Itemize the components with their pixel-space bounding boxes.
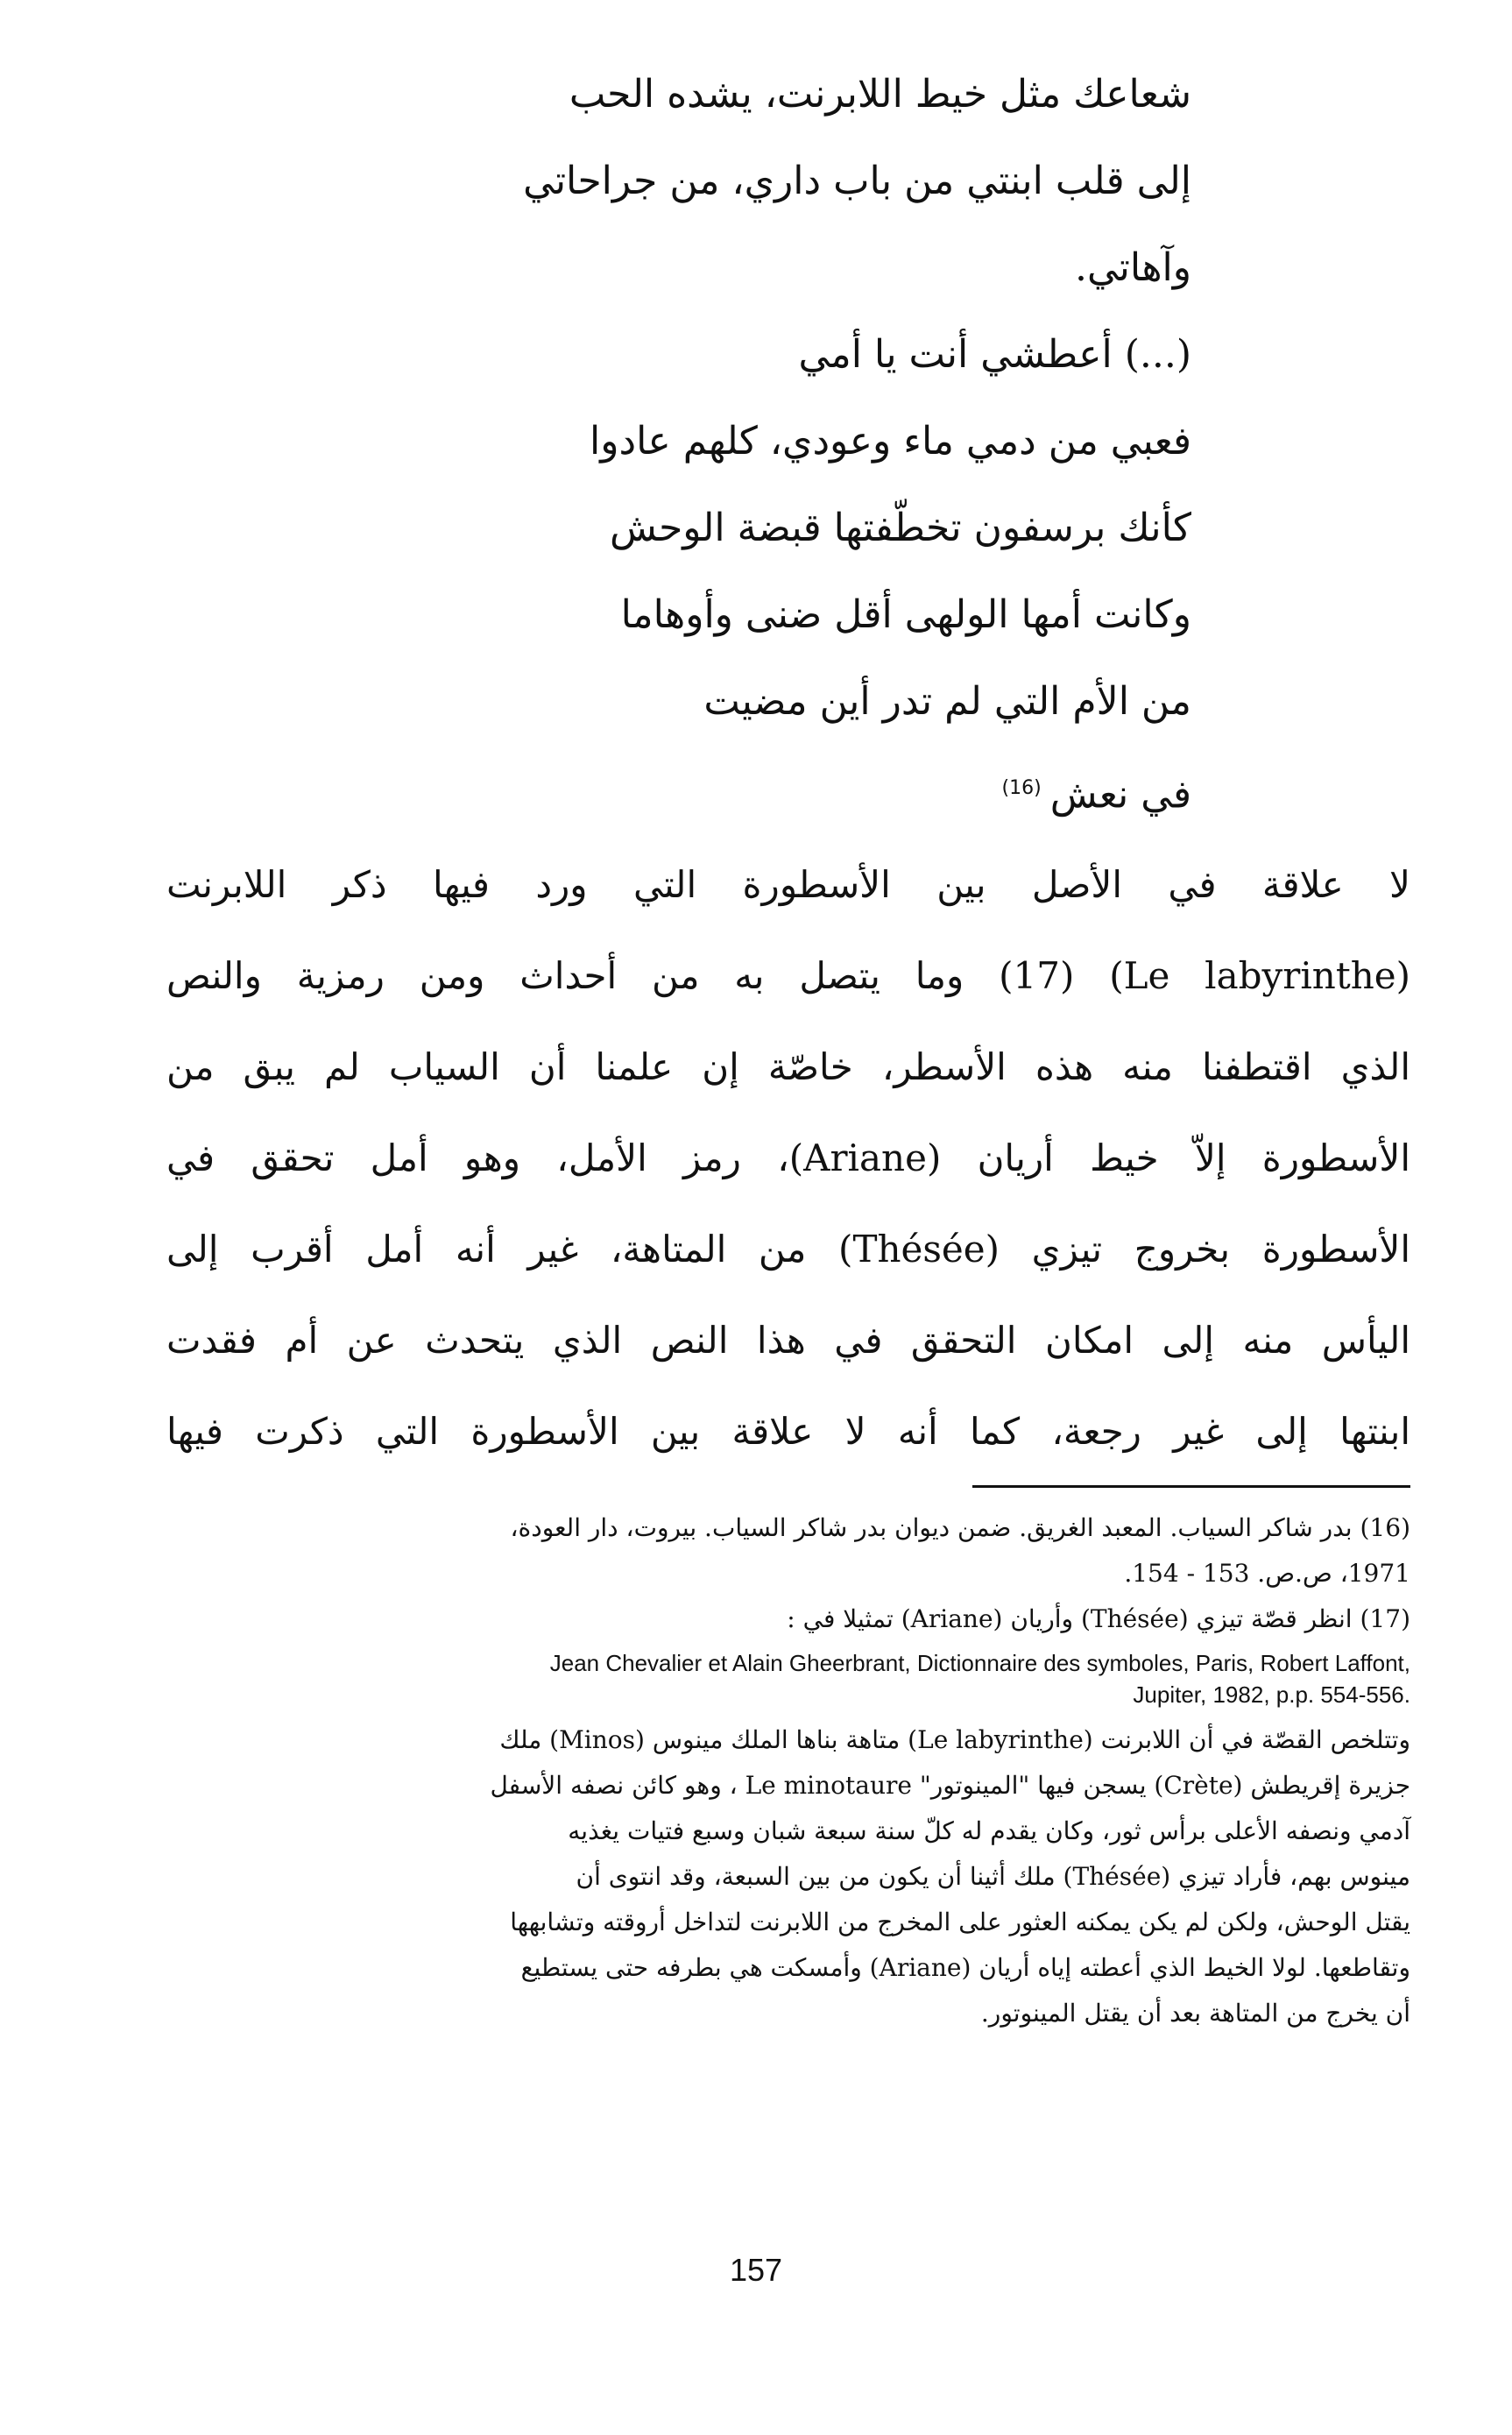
poem-line: وكانت أمها الولهى أقل ضنى وأوهاما (620, 592, 1191, 637)
poem-last-line (403, 745, 1191, 839)
footnote-17 (166, 1596, 1410, 2036)
body-line: لا علاقة في الأصل بين الأسطورة التي ورد فيها ذكر اللابرنت (166, 863, 1410, 906)
reference-line: Jupiter, 1982, p.p. 554-556. (1133, 1681, 1410, 1708)
bibliographic-reference (166, 1647, 1410, 1710)
poem-line: كأنك برسفون تخطّفتها قبضة الوحش (610, 506, 1191, 550)
footnote-line: آدمي ونصفه الأعلى برأس ثور، وكان يقدم له كلّ سنة سبعة شبان وسبع فتيات يغذيه (568, 1816, 1410, 1845)
body-line: (Le labyrinthe) (17) وما يتصل به من أحداث ومن رمزية والنص (166, 954, 1411, 997)
poem-line: وآهاتي. (1075, 245, 1191, 290)
poem-line: إلى قلب ابنتي من باب داري، من جراحاتي (523, 159, 1191, 203)
footnote-line: جزيرة إقريطش (Crète) يسجن فيها "المينوتور" Le minotaure ، وهو كائن نصفه الأسفل (490, 1771, 1410, 1800)
page-number: 157 (729, 2252, 783, 2288)
body-line: اليأس منه إلى امكان التحقق في هذا النص الذي يتحدث عن أم فقدت (166, 1319, 1410, 1362)
footnote-line: (16) بدر شاكر السياب. المعبد الغريق. ضمن ديوان بدر شاكر السياب. بيروت، دار العودة، (510, 1513, 1410, 1542)
footnote-line: مينوس بهم، فأراد تيزي (Thésée) ملك أثينا أن يكون من بين السبعة، وقد انتوى أن (576, 1862, 1410, 1891)
reference-line: Jean Chevalier et Alain Gheerbrant, Dictionnaire des symboles, Paris, Robert Laffont, (549, 1650, 1410, 1676)
footnote-line: 1971، ص.ص. 153 - 154. (1124, 1559, 1410, 1588)
body-paragraph (166, 839, 1410, 1477)
body-line: الأسطورة بخروج تيزي (Thésée) من المتاهة، غير أنه أمل أقرب إلى (166, 1228, 1411, 1271)
body-line: الذي اقتطفنا منه هذه الأسطر، خاصّة إن علمنا أن السياب لم يبق من (166, 1045, 1410, 1088)
poem-line: شعاعك مثل خيط اللابرنت، يشده الحب (569, 72, 1191, 117)
footnote-line: أن يخرج من المتاهة بعد أن يقتل المينوتور. (980, 1999, 1410, 2028)
poem-line: (...) أعطشي أنت يا أمي (798, 332, 1191, 377)
footnote-ref-16: (16) (1001, 777, 1042, 799)
footnote-separator (972, 1485, 1410, 1488)
poem-excerpt (403, 51, 1191, 839)
footnote-line: وتقاطعها. لولا الخيط الذي أعطته إياه أريان (Ariane) وأمسكت هي بطرفه حتى يستطيع (520, 1953, 1410, 1982)
footnote-line: يقتل الوحش، ولكن لم يكن يمكنه العثور على المخرج من اللابرنت لتداخل أروقته وتشابهها (510, 1908, 1410, 1936)
footnote-intro: (17) انظر قصّة تيزي (Thésée) وأريان (Ariane) تمثيلا في : (787, 1604, 1410, 1633)
poem-line: في نعش (1049, 772, 1191, 818)
poem-line: فعبي من دمي ماء وعودي، كلهم عادوا (590, 419, 1191, 464)
body-line: ابنتها إلى غير رجعة، كما أنه لا علاقة بين الأسطورة التي ذكرت فيها (166, 1410, 1410, 1453)
poem-line: من الأم التي لم تدر أين مضيت (703, 679, 1191, 724)
footnote-16 (166, 1505, 1410, 1596)
body-line: الأسطورة إلاّ خيط أريان (Ariane)، رمز الأمل، وهو أمل تحقق في (166, 1136, 1410, 1179)
footnotes (166, 1505, 1410, 2036)
footnote-line: وتتلخص القصّة في أن اللابرنت (Le labyrinthe) متاهة بناها الملك مينوس (Minos) ملك (499, 1725, 1410, 1754)
